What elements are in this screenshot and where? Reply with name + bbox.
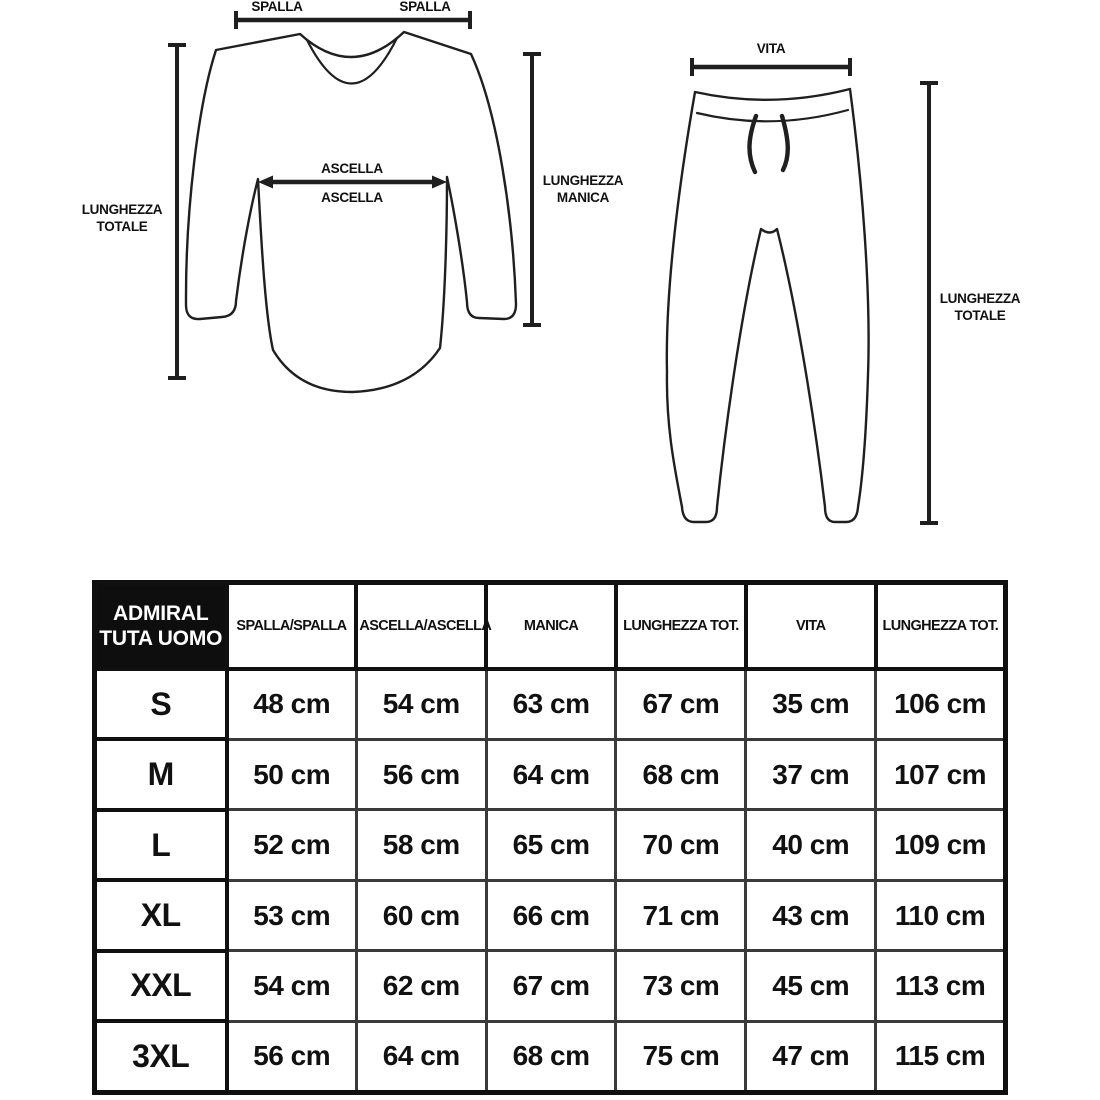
value-cell: 113 cm xyxy=(876,951,1006,1021)
size-cell: M xyxy=(95,739,227,809)
size-cell: L xyxy=(95,810,227,880)
label-spalla-left: SPALLA xyxy=(251,0,303,14)
value-cell: 64 cm xyxy=(356,1021,486,1092)
column-header-manica: MANICA xyxy=(486,583,616,670)
value-cell: 52 cm xyxy=(227,810,357,880)
table-row xyxy=(95,951,1006,1021)
size-cell: XL xyxy=(95,880,227,950)
value-cell: 68 cm xyxy=(616,739,746,809)
value-cell: 37 cm xyxy=(746,739,876,809)
table-row xyxy=(95,880,1006,950)
brand-line-1: ADMIRAL xyxy=(113,601,209,625)
value-cell: 109 cm xyxy=(876,810,1006,880)
brand-line-2: TUTA UOMO xyxy=(99,627,223,650)
value-cell: 73 cm xyxy=(616,951,746,1021)
value-cell: 70 cm xyxy=(616,810,746,880)
label-pants-length-2: TOTALE xyxy=(954,308,1006,323)
label-pants-length-1: LUNGHEZZA xyxy=(939,291,1021,306)
table-row xyxy=(95,739,1006,809)
column-header-lunghezza-tot: LUNGHEZZA TOT. xyxy=(616,583,746,670)
value-cell: 66 cm xyxy=(486,880,616,950)
value-cell: 67 cm xyxy=(486,951,616,1021)
value-cell: 56 cm xyxy=(227,1021,357,1092)
value-cell: 35 cm xyxy=(746,669,876,739)
size-cell: 3XL xyxy=(95,1021,227,1092)
value-cell: 110 cm xyxy=(876,880,1006,950)
column-header-lunghezza-tot-pants: LUNGHEZZA TOT. xyxy=(876,583,1006,670)
value-cell: 43 cm xyxy=(746,880,876,950)
value-cell: 107 cm xyxy=(876,739,1006,809)
pants-diagram xyxy=(667,41,1021,523)
value-cell: 62 cm xyxy=(356,951,486,1021)
shirt-diagram xyxy=(82,0,624,392)
value-cell: 71 cm xyxy=(616,880,746,950)
value-cell: 54 cm xyxy=(227,951,357,1021)
value-cell: 50 cm xyxy=(227,739,357,809)
value-cell: 68 cm xyxy=(486,1021,616,1092)
table-header-row xyxy=(95,583,1006,670)
label-shirt-length-2: TOTALE xyxy=(96,219,148,234)
value-cell: 67 cm xyxy=(616,669,746,739)
column-header-ascella: ASCELLA/ASCELLA xyxy=(356,583,486,670)
shirt-collar-seam xyxy=(307,38,397,84)
column-header-spalla: SPALLA/SPALLA xyxy=(227,583,357,670)
size-table xyxy=(92,580,1008,1095)
label-ascella-bottom: ASCELLA xyxy=(321,190,383,205)
value-cell: 75 cm xyxy=(616,1021,746,1092)
value-cell: 115 cm xyxy=(876,1021,1006,1092)
value-cell: 54 cm xyxy=(356,669,486,739)
value-cell: 106 cm xyxy=(876,669,1006,739)
value-cell: 47 cm xyxy=(746,1021,876,1092)
pants-outline xyxy=(667,89,869,522)
label-ascella-top: ASCELLA xyxy=(321,161,383,176)
label-sleeve-length-1: LUNGHEZZA xyxy=(542,173,624,188)
sleeve-length-measure-line xyxy=(523,54,541,325)
pants-length-measure-line xyxy=(920,83,938,523)
ascella-measure-arrow xyxy=(258,176,447,189)
value-cell: 58 cm xyxy=(356,810,486,880)
label-vita: VITA xyxy=(756,41,786,56)
value-cell: 65 cm xyxy=(486,810,616,880)
value-cell: 40 cm xyxy=(746,810,876,880)
drawstring-right xyxy=(782,116,788,170)
value-cell: 63 cm xyxy=(486,669,616,739)
label-sleeve-length-2: MANICA xyxy=(556,190,610,205)
value-cell: 53 cm xyxy=(227,880,357,950)
value-cell: 60 cm xyxy=(356,880,486,950)
value-cell: 48 cm xyxy=(227,669,357,739)
value-cell: 64 cm xyxy=(486,739,616,809)
table-row xyxy=(95,810,1006,880)
table-row xyxy=(95,669,1006,739)
value-cell: 45 cm xyxy=(746,951,876,1021)
table-row xyxy=(95,1021,1006,1092)
label-shirt-length-1: LUNGHEZZA xyxy=(81,202,163,217)
brand-cell xyxy=(95,583,227,670)
column-header-vita: VITA xyxy=(746,583,876,670)
size-cell: S xyxy=(95,669,227,739)
vita-measure-line xyxy=(692,58,850,76)
size-cell: XXL xyxy=(95,951,227,1021)
label-spalla-right: SPALLA xyxy=(399,0,451,14)
shirt-length-measure-line xyxy=(168,45,186,378)
shirt-outline xyxy=(186,32,516,392)
value-cell: 56 cm xyxy=(356,739,486,809)
pants-waistband-seam xyxy=(697,110,848,121)
drawstring-left xyxy=(749,116,756,172)
